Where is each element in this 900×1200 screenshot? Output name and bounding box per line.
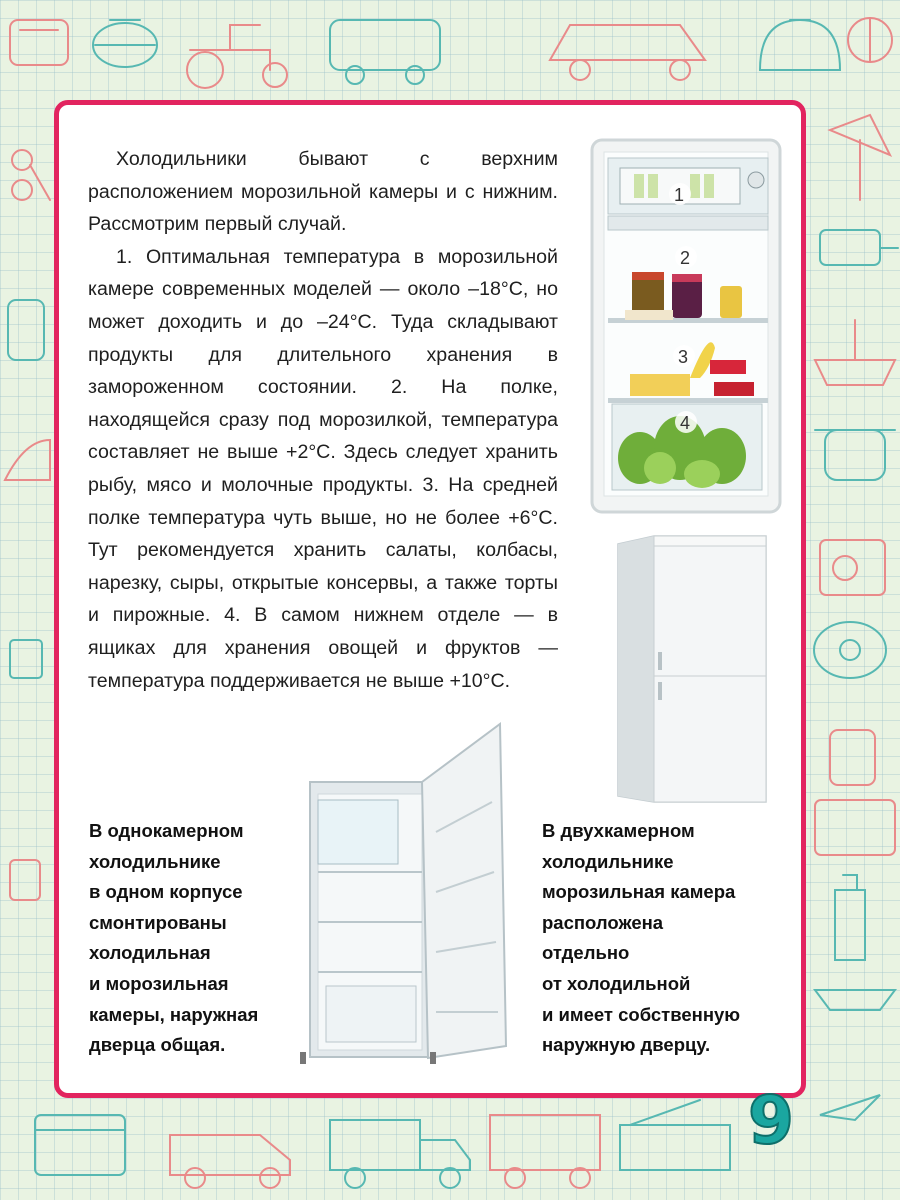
cup-doodle (10, 640, 42, 678)
ship-doodle (815, 320, 895, 385)
iron-doodle (5, 440, 50, 480)
dishwasher-doodle (35, 1115, 125, 1175)
tv-doodle (815, 800, 895, 855)
multicooker-doodle (814, 622, 886, 678)
page-number: 9 (748, 1082, 794, 1159)
main-text (88, 143, 558, 697)
car-doodle (550, 25, 705, 80)
kettle-doodle (760, 20, 840, 70)
two-door-fridge-photo (614, 532, 772, 810)
drill-doodle (820, 230, 898, 265)
ambulance-doodle (490, 1115, 600, 1188)
scissors-doodle (12, 150, 50, 200)
jar-doodle (830, 730, 875, 785)
single-compartment-caption: В однокамерном холодильнике в одном корпусе смонтированы холодильная и морозильная камеры, наружная дверца общая. (89, 820, 259, 1056)
fan-doodle (848, 18, 892, 62)
firetruck-doodle (620, 1100, 730, 1170)
plug-doodle (10, 860, 40, 900)
shelf-label-4: 4 (680, 413, 691, 433)
two-compartment-caption: В двухкамерном холодильнике морозильная камера расположена отдельно от холодильной и имеет собственную наружную дверцу. (542, 820, 741, 1056)
shelf-label-3: 3 (678, 347, 689, 367)
intro-paragraph: Холодильники бывают с верхним расположением морозильной камеры и с нижним. Рассмотрим первый случай. (88, 148, 558, 236)
boat-doodle (815, 990, 895, 1010)
shelf-label-2: 2 (680, 248, 691, 268)
toaster-doodle (10, 20, 68, 65)
cooker-doodle (93, 20, 157, 67)
mixer-doodle (8, 300, 44, 360)
truck-doodle (330, 1120, 470, 1188)
fridge-interior-photo (590, 138, 782, 516)
bottle-doodle (835, 875, 865, 960)
radio-doodle (820, 540, 885, 595)
lamp-doodle (830, 115, 890, 200)
single-door-fridge-photo (296, 722, 512, 1068)
van-doodle (170, 1135, 290, 1188)
zones-paragraph: 1. Оптимальная температура в морозильной камере современных моделей — около –18°С, но может доходить и до –24°С. Туда складывают продукты для длительного хранения в замороженном состоянии. 2. На полке, находящейся сразу под морозилкой, температура составляет не выше +2°С. Здесь следует хранить рыбу, мясо и молочные продукты. 3. На средней полке температура чуть выше, но не более +6°С. Тут рекомендуется хранить салаты, колбасы, нарезку, сыры, открытые консервы, а также торты и пирожные. 4. В самом нижнем отделе — в ящиках для хранения овощей и фруктов — температура поддерживается не выше +10°С. (88, 245, 558, 692)
plane-doodle (820, 1095, 880, 1120)
shelf-label-1: 1 (674, 185, 685, 205)
tractor-doodle (187, 25, 287, 88)
bus-doodle (330, 20, 440, 84)
pot-doodle (815, 430, 895, 480)
